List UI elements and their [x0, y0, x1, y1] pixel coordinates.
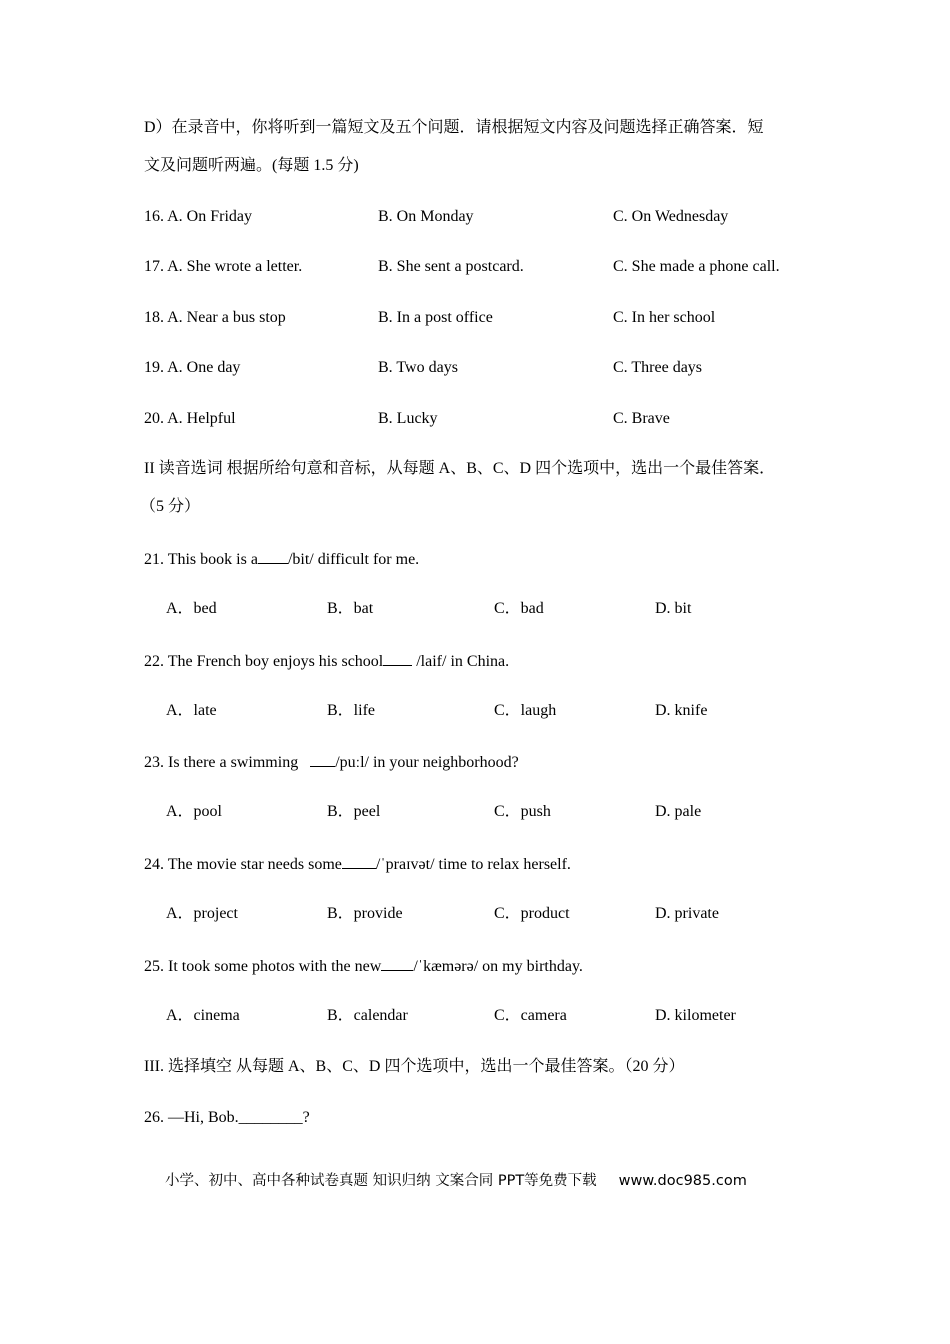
- option-c: C. On Wednesday: [613, 208, 729, 225]
- option-a: A．pool: [166, 803, 223, 820]
- question-25-stem: [144, 955, 583, 977]
- stem-text: /ˈpraɪvət/ time to relax herself.: [375, 856, 571, 873]
- section-d-instruction-line2: 文及问题听两遍。(每题 1.5 分): [144, 157, 359, 174]
- section-3-instruction: III. 选择填空 从每题 A、B、C、D 四个选项中，选出一个最佳答案。（20 分）: [144, 1058, 685, 1075]
- question-23-stem: [144, 751, 519, 773]
- option-b: B．bat: [327, 600, 374, 617]
- question-26-stem: 26. —Hi, Bob.________?: [144, 1109, 310, 1126]
- section-2-instruction-line2: （5 分）: [140, 498, 201, 515]
- page-footer: [165, 1171, 747, 1191]
- section-d-instruction-line1: D）在录音中，你将听到一篇短文及五个问题．请根据短文内容及问题选择正确答案．短: [144, 119, 764, 136]
- stem-text: 24. The movie star needs some: [144, 856, 342, 873]
- option-b: B．life: [327, 702, 375, 719]
- option-a: 16. A. On Friday: [144, 208, 252, 225]
- option-a: A．late: [166, 702, 217, 719]
- stem-text: 25. It took some photos with the new: [144, 958, 382, 975]
- stem-text: /laif/ in China.: [412, 653, 510, 670]
- answer-blank: [381, 955, 413, 971]
- option-c: C. She made a phone call.: [613, 258, 780, 275]
- question-22-stem: [144, 650, 509, 672]
- stem-text: /ˈkæmərə/ on my birthday.: [413, 958, 583, 975]
- section-2-instruction-line1: II 读音选词 根据所给句意和音标，从每题 A、B、C、D 四个选项中，选出一个最佳答案．: [144, 460, 776, 477]
- option-b: B. On Monday: [378, 208, 474, 225]
- option-b: B. In a post office: [378, 309, 493, 326]
- option-d: D. pale: [655, 803, 702, 820]
- option-a: A．bed: [166, 600, 217, 617]
- answer-blank: [310, 751, 335, 767]
- option-a: 17. A. She wrote a letter.: [144, 258, 303, 275]
- answer-blank: [258, 548, 288, 564]
- stem-text: /bit/ difficult for me.: [287, 551, 420, 568]
- option-c: C．camera: [494, 1007, 567, 1024]
- question-24-stem: [144, 853, 571, 875]
- option-d: D. kilometer: [655, 1007, 736, 1024]
- question-21-stem: [144, 548, 419, 570]
- option-c: C．bad: [494, 600, 544, 617]
- option-c: C. Brave: [613, 410, 670, 427]
- footer-text: 小学、初中、高中各种试卷真题 知识归纳 文案合同 PPT等免费下载: [165, 1173, 597, 1189]
- stem-text: 21. This book is a: [144, 551, 258, 568]
- option-b: B. Lucky: [378, 410, 438, 427]
- stem-text: 22. The French boy enjoys his school: [144, 653, 384, 670]
- footer-url: www.doc985.com: [618, 1173, 747, 1189]
- stem-text: 23. Is there a swimming: [144, 754, 307, 771]
- answer-blank: [383, 650, 412, 666]
- stem-text: /puːl/ in your neighborhood?: [335, 754, 519, 771]
- option-c: C. In her school: [613, 309, 716, 326]
- option-b: B．provide: [327, 905, 403, 922]
- option-a: A．project: [166, 905, 238, 922]
- option-b: B．calendar: [327, 1007, 408, 1024]
- option-d: D. bit: [655, 600, 692, 617]
- option-b: B. She sent a postcard.: [378, 258, 524, 275]
- option-b: B．peel: [327, 803, 381, 820]
- option-a: 20. A. Helpful: [144, 410, 236, 427]
- option-c: C．laugh: [494, 702, 557, 719]
- option-c: C．push: [494, 803, 551, 820]
- option-c: C．product: [494, 905, 570, 922]
- option-a: 19. A. One day: [144, 359, 241, 376]
- option-c: C. Three days: [613, 359, 703, 376]
- answer-blank: [342, 853, 376, 869]
- option-a: A．cinema: [166, 1007, 240, 1024]
- option-b: B. Two days: [378, 359, 458, 376]
- option-a: 18. A. Near a bus stop: [144, 309, 286, 326]
- option-d: D. private: [655, 905, 719, 922]
- option-d: D. knife: [655, 702, 708, 719]
